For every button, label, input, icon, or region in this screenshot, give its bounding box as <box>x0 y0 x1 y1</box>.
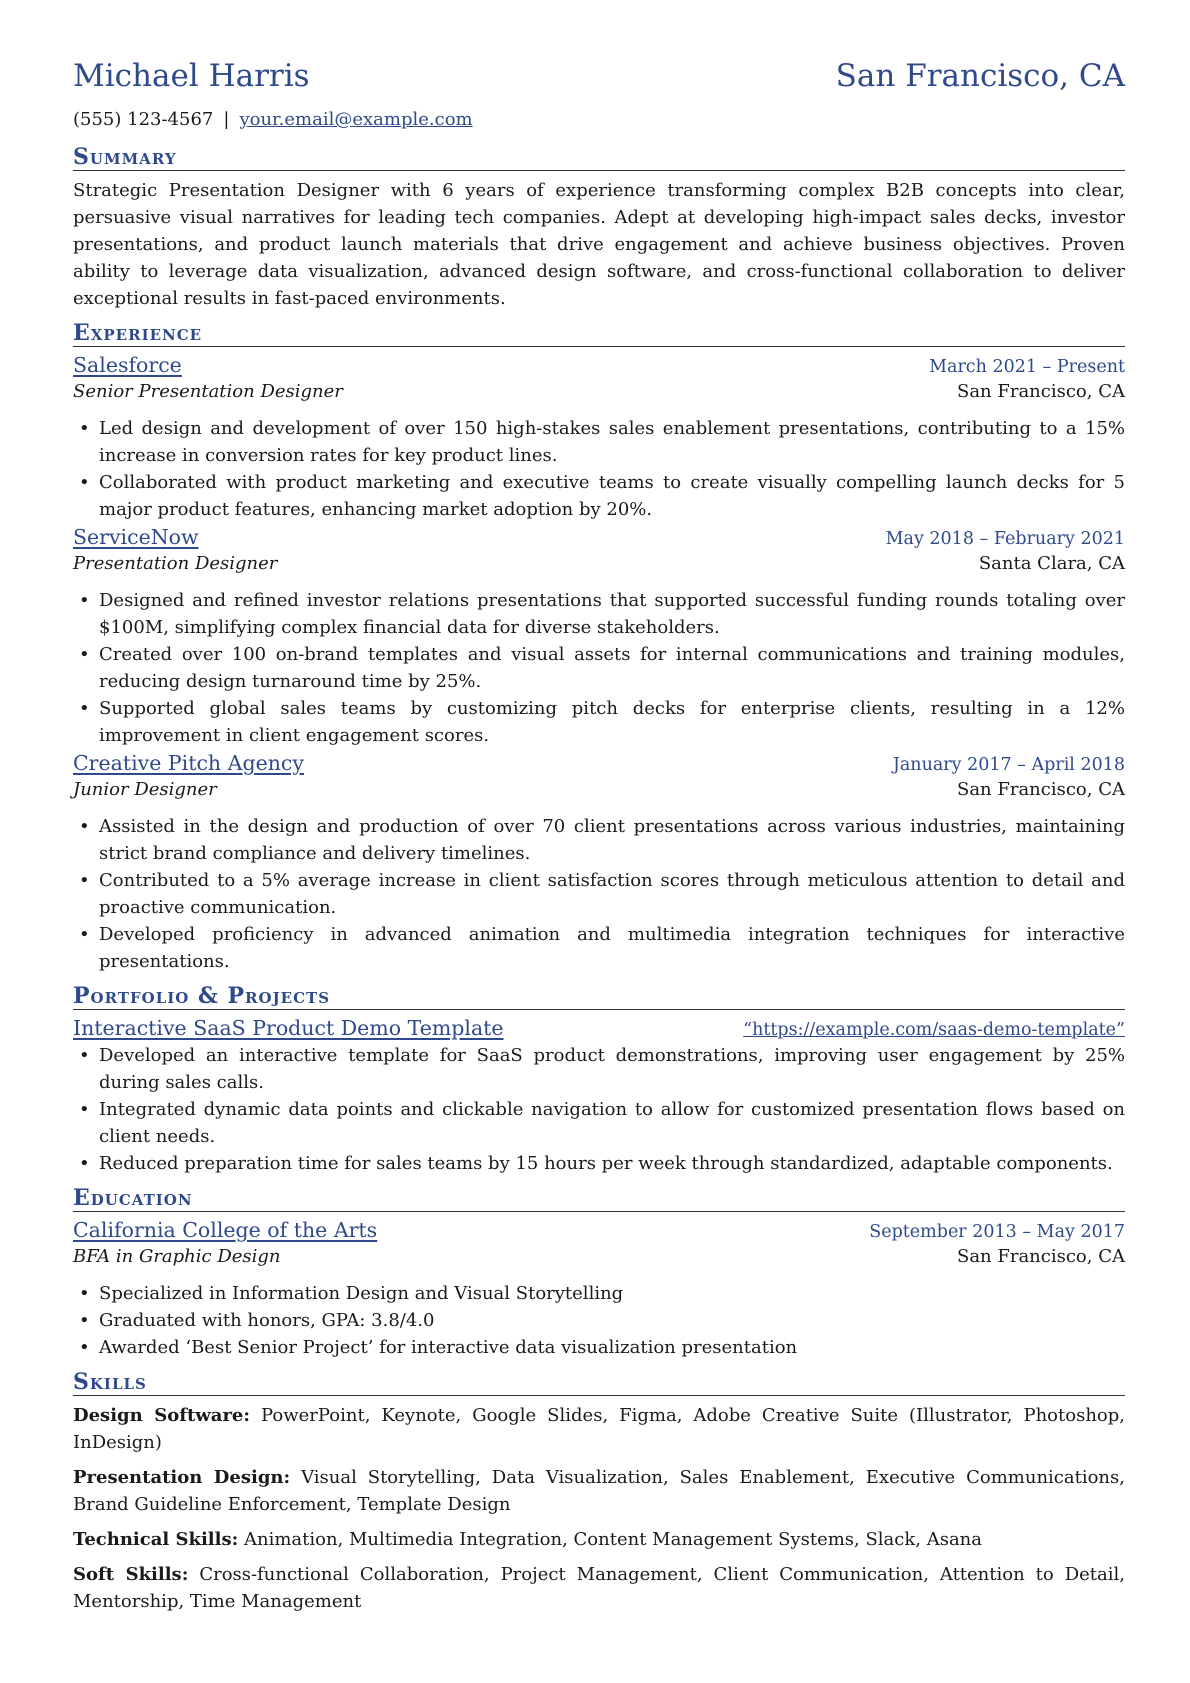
project-bullet: • Reduced preparation time for sales teams by 15 hours per week through standardized, adaptable components. <box>73 1150 1125 1177</box>
section-heading-portfolio: Portfolio & Projects <box>73 983 1125 1010</box>
contact-line <box>73 104 1125 136</box>
skill-category-label: Soft Skills: <box>73 1564 189 1585</box>
experience-bullet: • Collaborated with product marketing and executive teams to create visually compelling launch decks for 5 major product features, enhancing market adoption by 20%. <box>73 469 1125 523</box>
employer-link[interactable]: ServiceNow <box>73 525 199 549</box>
phone-number: (555) 123-4567 <box>73 109 214 130</box>
employer-link[interactable]: Salesforce <box>73 353 182 377</box>
skill-line <box>73 1526 1125 1553</box>
skill-list: Cross-functional Collaboration, Project Management, Client Communication, Attention to Detail, Mentorship, Time Management <box>73 1564 1125 1612</box>
employment-dates: March 2021 – Present <box>929 357 1125 377</box>
skill-category-label: Presentation Design: <box>73 1467 291 1488</box>
job-title: Presentation Designer <box>73 553 278 574</box>
experience-bullet: • Created over 100 on-brand templates and visual assets for internal communications and training modules, reducing design turnaround time by 25%. <box>73 641 1125 695</box>
skill-list: Visual Storytelling, Data Visualization, Sales Enablement, Executive Communications, Brand Guideline Enforcement, Template Design <box>73 1467 1125 1515</box>
email-link[interactable]: your.email@example.com <box>239 109 473 130</box>
section-heading-summary: Summary <box>73 144 1125 171</box>
experience-entry <box>73 353 1125 523</box>
project-bullet: • Integrated dynamic data points and clickable navigation to allow for customized presentation flows based on client needs. <box>73 1096 1125 1150</box>
skill-line <box>73 1402 1125 1456</box>
job-location: San Francisco, CA <box>956 381 1125 402</box>
resume-header <box>73 58 1125 106</box>
experience-bullet: • Led design and development of over 150 high-stakes sales enablement presentations, contributing to a 15% increase in conversion rates for key product lines. <box>73 415 1125 469</box>
skill-category-label: Design Software: <box>73 1405 251 1426</box>
skill-list: PowerPoint, Keynote, Google Slides, Figma, Adobe Creative Suite (Illustrator, Photoshop, InDesign) <box>73 1405 1125 1453</box>
experience-entry <box>73 525 1125 749</box>
degree-title: BFA in Graphic Design <box>73 1246 281 1267</box>
education-entry <box>73 1218 1125 1361</box>
job-location: San Francisco, CA <box>956 779 1125 800</box>
contact-separator: | <box>223 109 230 130</box>
candidate-name: Michael Harris <box>73 58 310 94</box>
job-title: Senior Presentation Designer <box>73 381 343 402</box>
experience-bullet: • Assisted in the design and production of over 70 client presentations across various industries, maintaining strict brand compliance and delivery timelines. <box>73 813 1125 867</box>
project-bullet: • Developed an interactive template for SaaS product demonstrations, improving user engagement by 25% during sales calls. <box>73 1042 1125 1096</box>
skill-list: Animation, Multimedia Integration, Content Management Systems, Slack, Asana <box>243 1529 983 1550</box>
experience-entry <box>73 751 1125 975</box>
school-link[interactable]: California College of the Arts <box>73 1218 378 1242</box>
experience-bullet: • Supported global sales teams by customizing pitch decks for enterprise clients, resulting in a 12% improvement in client engagement scores. <box>73 695 1125 749</box>
candidate-location: San Francisco, CA <box>835 58 1125 94</box>
skill-category-label: Technical Skills: <box>73 1529 239 1550</box>
education-bullet: • Specialized in Information Design and Visual Storytelling <box>73 1280 1125 1307</box>
education-bullet: • Graduated with honors, GPA: 3.8/4.0 <box>73 1307 1125 1334</box>
experience-bullet: • Designed and refined investor relations presentations that supported successful funding rounds totaling over $100M, simplifying complex financial data for diverse stakeholders. <box>73 587 1125 641</box>
project-entry <box>73 1016 1125 1177</box>
experience-bullet: • Developed proficiency in advanced animation and multimedia integration techniques for interactive presentations. <box>73 921 1125 975</box>
section-heading-skills: Skills <box>73 1369 1125 1396</box>
education-bullet: • Awarded ‘Best Senior Project’ for interactive data visualization presentation <box>73 1334 1125 1361</box>
employment-dates: May 2018 – February 2021 <box>885 529 1125 549</box>
project-url-link[interactable]: “https://example.com/saas-demo-template” <box>743 1020 1125 1040</box>
project-title-link[interactable]: Interactive SaaS Product Demo Template <box>73 1016 504 1040</box>
school-location: San Francisco, CA <box>956 1246 1125 1267</box>
skill-line <box>73 1561 1125 1615</box>
skill-line <box>73 1464 1125 1518</box>
section-heading-education: Education <box>73 1185 1125 1212</box>
experience-bullet: • Contributed to a 5% average increase in client satisfaction scores through meticulous attention to detail and proactive communication. <box>73 867 1125 921</box>
resume-content <box>73 58 1125 1623</box>
job-location: Santa Clara, CA <box>978 553 1125 574</box>
employment-dates: January 2017 – April 2018 <box>892 755 1125 775</box>
summary-text: Strategic Presentation Designer with 6 years of experience transforming complex B2B concepts into clear, persuasive visual narratives for leading tech companies. Adept at developing high-impact sales decks, investor presentations, and product launch materials that drive engagement and achieve business objectives. Proven ability to leverage data visualization, advanced design software, and cross-functional collaboration to deliver exceptional results in fast-paced environments. <box>73 180 1125 309</box>
section-heading-experience: Experience <box>73 320 1125 347</box>
employer-link[interactable]: Creative Pitch Agency <box>73 751 304 775</box>
education-dates: September 2013 – May 2017 <box>869 1222 1125 1242</box>
job-title: Junior Designer <box>73 779 217 800</box>
